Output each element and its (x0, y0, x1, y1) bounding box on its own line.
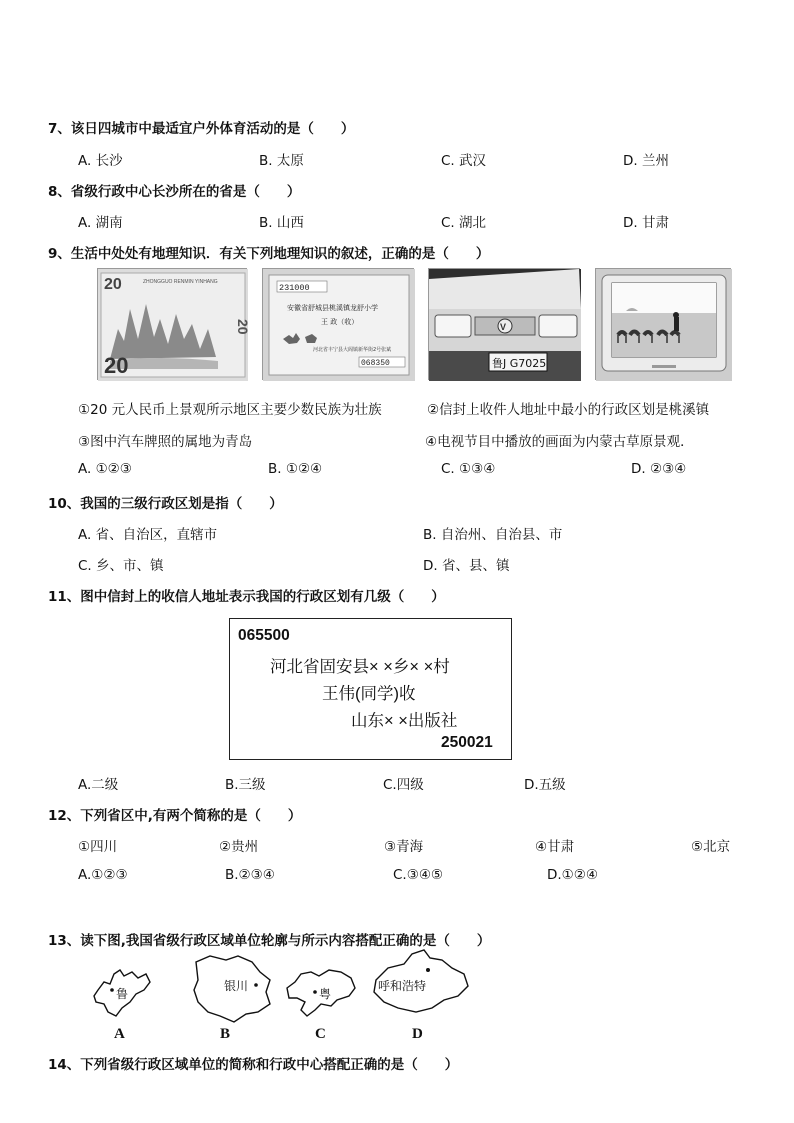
banknote-value-bottom: 20 (104, 353, 129, 378)
q12-option-a: A.①②③ (78, 867, 128, 883)
q9-option-b: B. ①②④ (268, 461, 323, 477)
q8-stem: 8、省级行政中心长沙所在的省是（ ） (48, 184, 301, 200)
q10-option-c: C. 乡、市、镇 (78, 558, 164, 574)
q9-option-c: C. ①③④ (441, 461, 496, 477)
q9-statement-3: ③图中汽车牌照的属地为青岛 (78, 434, 253, 450)
map-xinjiang-outline (368, 946, 472, 1020)
q9-statement-1: ①20 元人民币上景观所示地区主要少数民族为壮族 (78, 402, 382, 418)
q8-option-d: D. 甘肃 (623, 215, 669, 231)
car-plate: 鲁J G7025 (492, 357, 547, 370)
q8-option-a: A. 湖南 (78, 215, 123, 231)
banknote-bank-text: ZHONGGUO RENMIN YINHANG (143, 279, 218, 285)
envelope-photo-sender: 河北省丰宁县大阁镇新华街2号张斌 (313, 347, 392, 353)
q14-stem: 14、下列省级行政区域单位的简称和行政中心搭配正确的是（ ） (48, 1057, 459, 1073)
q12-option-b: B.②③④ (225, 867, 275, 883)
q12-item-4: ④甘肃 (535, 839, 575, 855)
banknote-photo (97, 268, 251, 380)
envelope-photo-sender-code: 068350 (361, 359, 390, 368)
envelope-photo (262, 268, 414, 380)
banknote-value-top: 20 (104, 276, 122, 293)
envelope-postcode: 065500 (238, 627, 290, 644)
q12-option-c: C.③④⑤ (393, 867, 444, 883)
envelope-sender-code: 250021 (441, 734, 493, 751)
q10-option-d: D. 省、县、镇 (423, 558, 510, 574)
q13-stem: 13、读下图,我国省级行政区域单位轮廓与所示内容搭配正确的是（ ） (48, 933, 491, 949)
q9-option-a: A. ①②③ (78, 461, 132, 477)
q9-statement-2: ②信封上收件人地址中最小的行政区划是桃溪镇 (427, 402, 710, 418)
q12-item-1: ①四川 (78, 839, 118, 855)
envelope-photo-address: 安徽省舒城县桃溪镇龙舒小学 (287, 304, 378, 312)
q12-item-2: ②贵州 (219, 839, 259, 855)
q8-option-c: C. 湖北 (441, 215, 487, 231)
q7-stem: 7、该日四城市中最适宜户外体育活动的是（ ） (48, 121, 355, 137)
map-ningxia-outline (186, 952, 276, 1024)
q12-item-3: ③青海 (384, 839, 424, 855)
q12-stem: 12、下列省区中,有两个简称的是（ ） (48, 808, 302, 824)
q7-option-b: B. 太原 (259, 153, 304, 169)
q11-option-c: C.四级 (383, 777, 424, 793)
q10-stem: 10、我国的三级行政区划是指（ ） (48, 496, 283, 512)
q7-option-a: A. 长沙 (78, 153, 123, 169)
envelope-photo-name: 王 政（收） (321, 318, 359, 326)
q12-item-5: ⑤北京 (691, 839, 731, 855)
envelope-recipient: 王伟(同学)收 (322, 685, 416, 703)
svg-text:V: V (500, 322, 507, 332)
envelope-address: 河北省固安县× ×乡× ×村 (270, 658, 450, 676)
q10-option-b: B. 自治州、自治县、市 (423, 527, 563, 543)
car-photo (428, 268, 580, 380)
map-a-letter: A (114, 1026, 125, 1042)
q9-statement-4: ④电视节目中播放的画面为内蒙古草原景观． (425, 434, 694, 450)
envelope-figure (229, 618, 512, 760)
q7-option-d: D. 兰州 (623, 153, 669, 169)
q11-stem: 11、图中信封上的收信人地址表示我国的行政区划有几级（ ） (48, 589, 445, 605)
map-d-letter: D (412, 1026, 423, 1042)
envelope-sender: 山东× ×出版社 (351, 712, 458, 730)
map-b-letter: B (220, 1026, 231, 1042)
q7-option-c: C. 武汉 (441, 153, 487, 169)
q9-option-d: D. ②③④ (631, 461, 687, 477)
banknote-value-side: 20 (235, 319, 251, 335)
q8-option-b: B. 山西 (259, 215, 304, 231)
q9-stem: 9、生活中处处有地理知识．有关下列地理知识的叙述，正确的是（ ） (48, 246, 490, 262)
map-d-label: 呼和浩特 (378, 979, 427, 993)
map-c-label: 粤 (319, 987, 332, 1001)
map-b-label: 银川 (224, 979, 249, 993)
tv-photo (595, 268, 731, 380)
envelope-photo-postcode: 231000 (279, 283, 310, 293)
q10-option-a: A. 省、自治区，直辖市 (78, 527, 218, 543)
q12-option-d: D.①②④ (547, 867, 598, 883)
map-c-letter: C (315, 1026, 326, 1042)
map-guangdong-outline (281, 952, 361, 1024)
q11-option-b: B.三级 (225, 777, 266, 793)
map-a-label: 鲁 (116, 987, 129, 1001)
q11-option-d: D.五级 (524, 777, 566, 793)
map-shandong-outline (90, 952, 152, 1024)
q11-option-a: A.二级 (78, 777, 119, 793)
